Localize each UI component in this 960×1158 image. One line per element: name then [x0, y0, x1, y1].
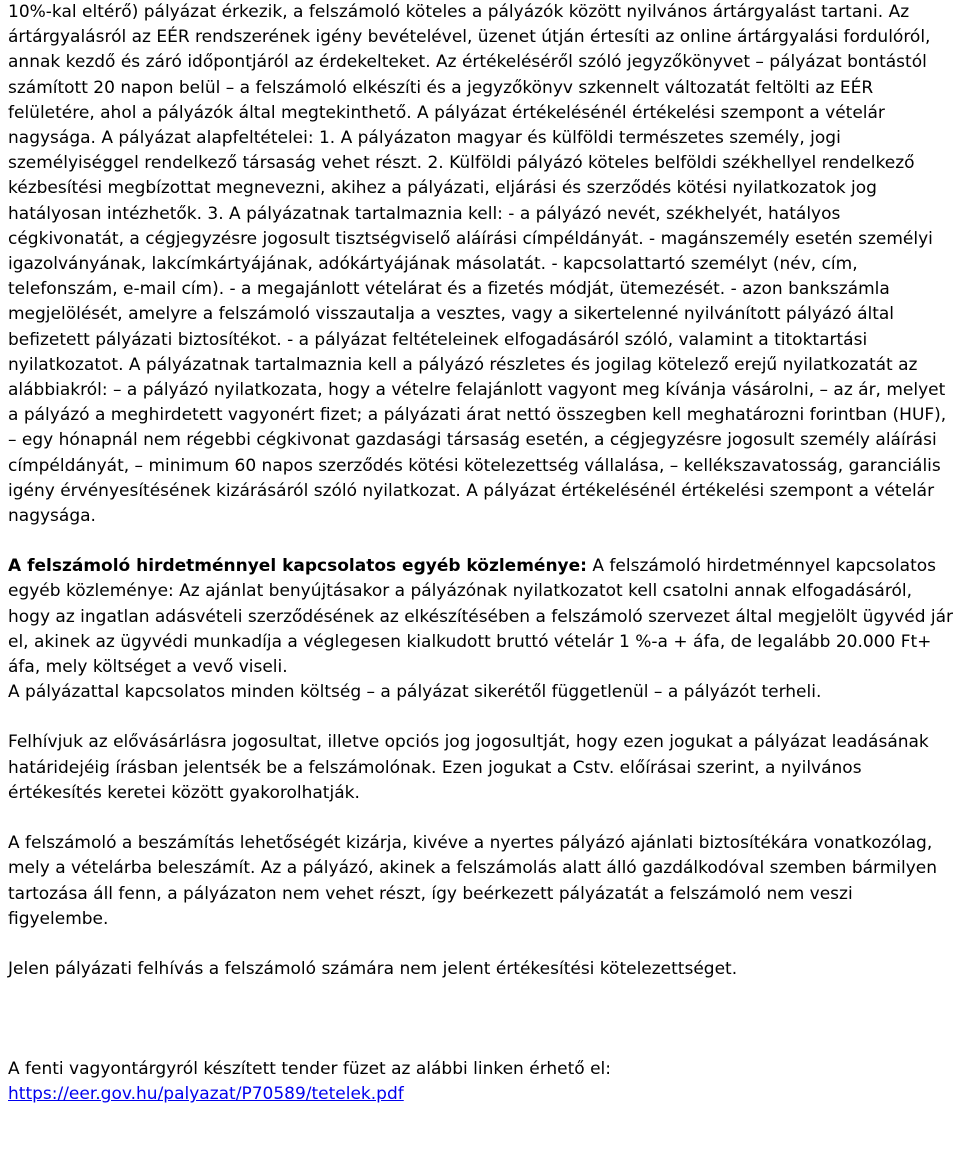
notice-costs: A pályázattal kapcsolatos minden költség – a pályázat sikerétől függetlenül – a pályázót terheli. — [8, 682, 822, 703]
spacer — [8, 932, 958, 957]
tender-conditions-paragraph: 10%-kal eltérő) pályázat érkezik, a felszámoló köteles a pályázók között nyilvános ártárgyalást tartani. Az ártárgyalásról az EÉR rendszerének igény bevételével, üzenet útján értesíti az online ártárgyalási fordulóról, annak kezdő és záró időpontjáról az érdekelteket. Az értékeléséről szóló jegyzőkönyvet – pályázat bontástól számított 20 napon belül – a felszámoló elkészíti és a jegyzőkönyv szkennelt változatát feltölti az EÉR felületére, ahol a pályázók által megtekinthető. A pályázat értékelésénél értékelési szempont a vételár nagysága. A pályázat alapfeltételei: 1. A pályázaton magyar és külföldi természetes személy, jogi személyiséggel rendelkező társaság vehet részt. 2. Külföldi pályázó köteles belföldi székhellyel rendelkező kézbesítési megbízottat megnevezni, akihez a pályázati, eljárási és szerződés kötési nyilatkozatok jog hatályosan intézhetők. 3. A pályázatnak tartalmaznia kell: - a pályázó nevét, székhelyét, hatályos cégkivonatát, a cégjegyzésre jogosult tisztségviselő aláírási címpéldányát. - magánszemély esetén személyi igazolványának, lakcímkártyájának, adókártyájának másolatát. - kapcsolattartó személyt (név, cím, telefonszám, e-mail cím). - a megajánlott vételárat és a fizetés módját, ütemezését. - azon bankszámla megjelölését, amelyre a felszámoló visszautalja a vesztes, vagy a sikertelenné nyilvánított pályázó által befizetett pályázati biztosítékot. - a pályázat feltételeinek elfogadásáról szóló, valamint a titoktartási nyilatkozatot. A pályázatnak tartalmaznia kell a pályázó részletes és jogilag kötelező erejű nyilatkozatát az alábbiakról: – a pályázó nyilatkozata, hogy a vételre felajánlott vagyont meg kívánja vásárolni, – az ár, melyet a pályázó a meghirdetett vagyonért fizet; a pályázati árat nettó összegben kell meghatározni forintban (HUF), – egy hónapnál nem régebbi cégkivonat gazdasági társaság esetén, a cégjegyzésre jogosult személy aláírási címpéldányát, – minimum 60 napos szerződés kötési kötelezettség vállalása, – kellékszavatosság, garanciális igény érvényesítésének kizárásáról szóló nyilatkozat. A pályázat értékelésénél értékelési szempont a vételár nagysága. — [8, 2, 947, 527]
tender-document-link[interactable]: https://eer.gov.hu/palyazat/P70589/tetelek.pdf — [8, 1084, 404, 1105]
tender-intro: A fenti vagyontárgyról készített tender füzet az alábbi linken érhető el: — [8, 1059, 612, 1080]
tender-paragraph — [8, 1057, 958, 1107]
notice-paragraph — [8, 554, 958, 705]
spacer — [8, 982, 958, 1057]
document-body — [8, 0, 958, 1108]
spacer — [8, 529, 958, 554]
notice-body: A felszámoló hirdetménnyel kapcsolatos egyéb közleménye: Az ajánlat benyújtásakor a pályázónak nyilatkozatot kell csatolni annak elfogadásáról, hogy az ingatlan adásvételi szerződésének az elkészítésében a felszámoló szervezet által megjelölt ügyvéd jár el, akinek az ügyvédi munkadíja a véglegesen kialkudott bruttó vételár 1 %-a + áfa, de legalább 20.000 Ft+ áfa, mely költséget a vevő viseli. — [8, 556, 954, 678]
disclaimer-paragraph: Jelen pályázati felhívás a felszámoló számára nem jelent értékesítési kötelezettséget. — [8, 958, 738, 979]
spacer — [8, 705, 958, 730]
preemption-paragraph: Felhívjuk az elővásárlásra jogosultat, illetve opciós jog jogosultját, hogy ezen jogukat a pályázat leadásának határidejéig írásban jelentsék be a felszámolónak. Ezen jogukat a Cstv. előírásai szerint, a nyilvános értékesítés keretei között gyakorolhatják. — [8, 732, 929, 803]
notice-heading: A felszámoló hirdetménnyel kapcsolatos egyéb közleménye: — [8, 556, 587, 577]
offset-paragraph: A felszámoló a beszámítás lehetőségét kizárja, kivéve a nyertes pályázó ajánlati biztosítékára vonatkozólag, mely a vételárba beleszámít. Az a pályázó, akinek a felszámolás alatt álló gazdálkodóval szemben bármilyen tartozása áll fenn, a pályázaton nem vehet részt, így beérkezett pályázatát a felszámoló nem veszi figyelembe. — [8, 833, 938, 929]
spacer — [8, 806, 958, 831]
